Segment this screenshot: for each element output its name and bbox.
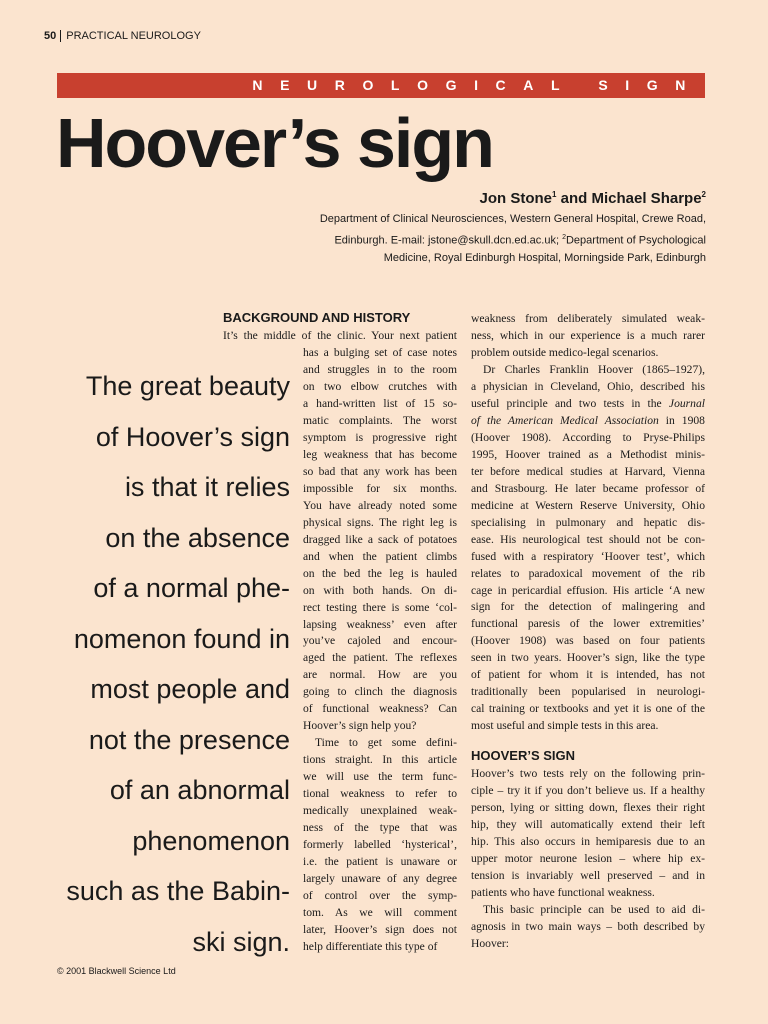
- body-line: 1995, Hoover trained as a Methodist minis-: [471, 447, 705, 461]
- body-line: and struggles in to the room: [303, 362, 457, 376]
- body-line: specialising in pulmonary and hepatic dis-: [471, 515, 705, 529]
- body-line: on two elbow crutches with: [303, 379, 457, 393]
- body-line: and when the patient climbs: [303, 549, 457, 563]
- running-head: [44, 30, 201, 42]
- author-joiner: and: [556, 190, 592, 207]
- body-line: fused with a respiratory ‘Hoover test’, which: [471, 549, 705, 563]
- affiliation-2-mark: 2: [562, 233, 566, 241]
- body-line: physical signs. The right leg is: [303, 515, 457, 529]
- pull-quote-line: of Hoover’s sign: [95, 421, 290, 452]
- body-line: medicine at Western Reserve University, Ohio: [471, 498, 705, 512]
- body-line: help differentiate this type of: [303, 939, 438, 953]
- hoovers-sign-heading: HOOVER’S SIGN: [471, 748, 576, 763]
- body-line: and Strasbourg. He later became professor of: [471, 481, 705, 495]
- body-line: dragged like a sack of potatoes: [303, 532, 457, 546]
- section-banner: NEUROLOGICAL SIGN: [57, 73, 705, 98]
- body-line: It’s the middle of the clinic. Your next patient: [223, 329, 457, 342]
- affiliation-line-3: Medicine, Royal Edinburgh Hospital, Morningside Park, Edinburgh: [383, 251, 706, 264]
- journal-title-part: of the American Medical Association: [471, 413, 659, 427]
- page-number: 50: [44, 30, 57, 42]
- body-line: [471, 413, 705, 430]
- pull-quote-line: is that it relies: [124, 472, 290, 502]
- pull-quote: [50, 361, 290, 967]
- body-line: weakness from deliberately simulated weak-: [471, 312, 705, 325]
- body-line: person, lying or sitting down, flexes their right: [471, 800, 705, 814]
- body-line: useful principle and two tests in the Journal: [471, 396, 705, 410]
- body-line: a hand-written list of 15 so-: [303, 396, 457, 410]
- pull-quote-line: most people and: [90, 674, 290, 704]
- body-line: cage in pericardial effusion. His article ‘A new: [471, 583, 705, 597]
- column-1-body: [303, 345, 457, 956]
- body-line: tension is invariably well preserved – and in: [471, 868, 705, 882]
- pull-quote-line: nomenon found in: [73, 623, 290, 654]
- body-line: tom. As we will comment: [303, 905, 457, 919]
- body-line: tions straight. In this article: [303, 753, 457, 767]
- body-line: lapsing weakness’ even after: [303, 617, 457, 631]
- body-line: largely unaware of any degree: [303, 872, 457, 886]
- body-line: (Hoover 1908). According to Pryse-Philips: [471, 430, 705, 444]
- body-line: of patient for whom it is intended, has not: [471, 668, 705, 682]
- author-1: Jon Stone: [479, 190, 553, 207]
- body-line: You have already noted some: [303, 498, 457, 512]
- body-line: patients who have functional weakness.: [471, 885, 655, 899]
- pull-quote-line: of a normal phe-: [93, 573, 290, 603]
- pull-quote-line: of an abnormal: [109, 775, 290, 805]
- body-line: sign for the detection of malingering and: [471, 600, 705, 614]
- body-line: upper motor neurone lesion – where hip ex-: [471, 851, 705, 865]
- body-line: medically unexplained weak-: [303, 804, 457, 818]
- body-line: most useful and simple tests in this area.: [471, 719, 659, 733]
- body-line: hip. This also occurs in hemiparesis due to an: [471, 834, 705, 848]
- body-line: tional weakness to refer to: [303, 787, 457, 801]
- body-line: leg weakness that has become: [303, 447, 457, 461]
- pull-quote-line: phenomenon: [132, 825, 290, 856]
- body-line: on the bed the leg is hauled: [303, 566, 457, 580]
- pull-quote-line: ski sign.: [192, 926, 290, 957]
- background-heading: BACKGROUND AND HISTORY: [223, 310, 411, 325]
- affiliation-line-1: Department of Clinical Neurosciences, Western General Hospital, Crewe Road,: [319, 213, 706, 225]
- body-line: going to clinch the diagnosis: [303, 685, 457, 699]
- body-line: Dr Charles Franklin Hoover (1865–1927),: [483, 362, 705, 376]
- affiliations: [306, 211, 706, 267]
- body-line: matic complaints. The worst: [303, 413, 457, 427]
- body-line: later, Hoover’s sign does not: [303, 922, 457, 936]
- body-line: ness, which in our experience is a much rarer: [471, 328, 705, 342]
- body-line: agnosis in two main ways – both described by: [471, 919, 705, 933]
- body-line: a physician in Cleveland, Ohio, described his: [471, 379, 705, 393]
- body-line: ease. His neurological test should not be con-: [471, 532, 705, 546]
- body-line: you’ve cajoled and encour-: [303, 634, 457, 648]
- body-line: formerly labelled ‘hysterical’,: [303, 838, 457, 852]
- body-line: symptom is progressive right: [303, 430, 457, 444]
- pull-quote-line: such as the Babin-: [66, 876, 290, 906]
- authors: [480, 190, 706, 207]
- body-line: on with both hands. On di-: [303, 583, 457, 597]
- body-line: functional paresis of the lower extremities’: [471, 617, 705, 631]
- body-line: relates to paradoxical movement of the rib: [471, 566, 705, 580]
- body-line: are normal. How are you: [303, 668, 457, 682]
- body-line: traditionally been popularised in neurologi-: [471, 685, 705, 699]
- column-1-top: [223, 328, 457, 345]
- body-line: hip, they will automatically extend their left: [471, 817, 705, 831]
- body-line: of control over the symp-: [303, 889, 457, 902]
- body-line: has a bulging set of case notes: [303, 346, 457, 359]
- author-2-affiliation-mark: 2: [701, 190, 706, 199]
- author-1-affiliation-mark: 1: [552, 190, 557, 199]
- journal-year-text: in 1908: [658, 413, 705, 427]
- body-line: Hoover’s sign help you?: [303, 719, 417, 733]
- pull-quote-line: not the presence: [88, 724, 290, 755]
- body-line: seen in two years. Hoover’s sign, like the type: [471, 651, 705, 665]
- body-line: impossible for six months.: [303, 481, 457, 495]
- article-title: Hoover’s sign: [56, 104, 493, 182]
- pull-quote-line: on the absence: [105, 522, 290, 553]
- body-line: i.e. the patient is unaware or: [303, 855, 457, 869]
- affiliation-line-2-end: Department of Psychological: [565, 234, 706, 247]
- body-line: Hoover’s two tests rely on the following prin-: [471, 767, 705, 780]
- hoovers-sign-body: [471, 766, 705, 953]
- pull-quote-line: The great beauty: [85, 371, 290, 401]
- body-line: This basic principle can be used to aid di-: [483, 902, 705, 916]
- body-line: (Hoover 1908) was based on four patients: [471, 634, 705, 648]
- copyright: © 2001 Blackwell Science Ltd: [57, 966, 176, 976]
- body-line: so bad that any work has been: [303, 464, 457, 478]
- body-line: ciple – try it if you don’t believe us. If a healthy: [471, 783, 705, 797]
- body-line: Time to get some defini-: [315, 736, 457, 750]
- affiliation-line-2-text: Edinburgh. E-mail: jstone@skull.dcn.ed.ac.uk;: [334, 234, 563, 247]
- body-line: aged the patient. The reflexes: [303, 651, 457, 665]
- journal-name: PRACTICAL NEUROLOGY: [60, 30, 201, 42]
- journal-title-part: Journal: [668, 396, 705, 410]
- body-line: Hoover:: [471, 936, 509, 950]
- body-line: ter before medical studies at Harvard, Vienna: [471, 464, 705, 478]
- body-line: problem outside medico-legal scenarios.: [471, 345, 659, 359]
- column-2-body: [471, 311, 705, 735]
- body-line: of functional weakness? Can: [303, 702, 457, 716]
- author-2: Michael Sharpe: [591, 190, 702, 207]
- body-line: rect testing there is some ‘col-: [303, 600, 457, 614]
- body-line: we will use the term func-: [303, 770, 457, 784]
- body-line: cal training or textbooks and yet it is one of the: [471, 702, 705, 716]
- body-line: ness of the type that was: [303, 821, 457, 835]
- affiliation-line-2: [306, 229, 706, 250]
